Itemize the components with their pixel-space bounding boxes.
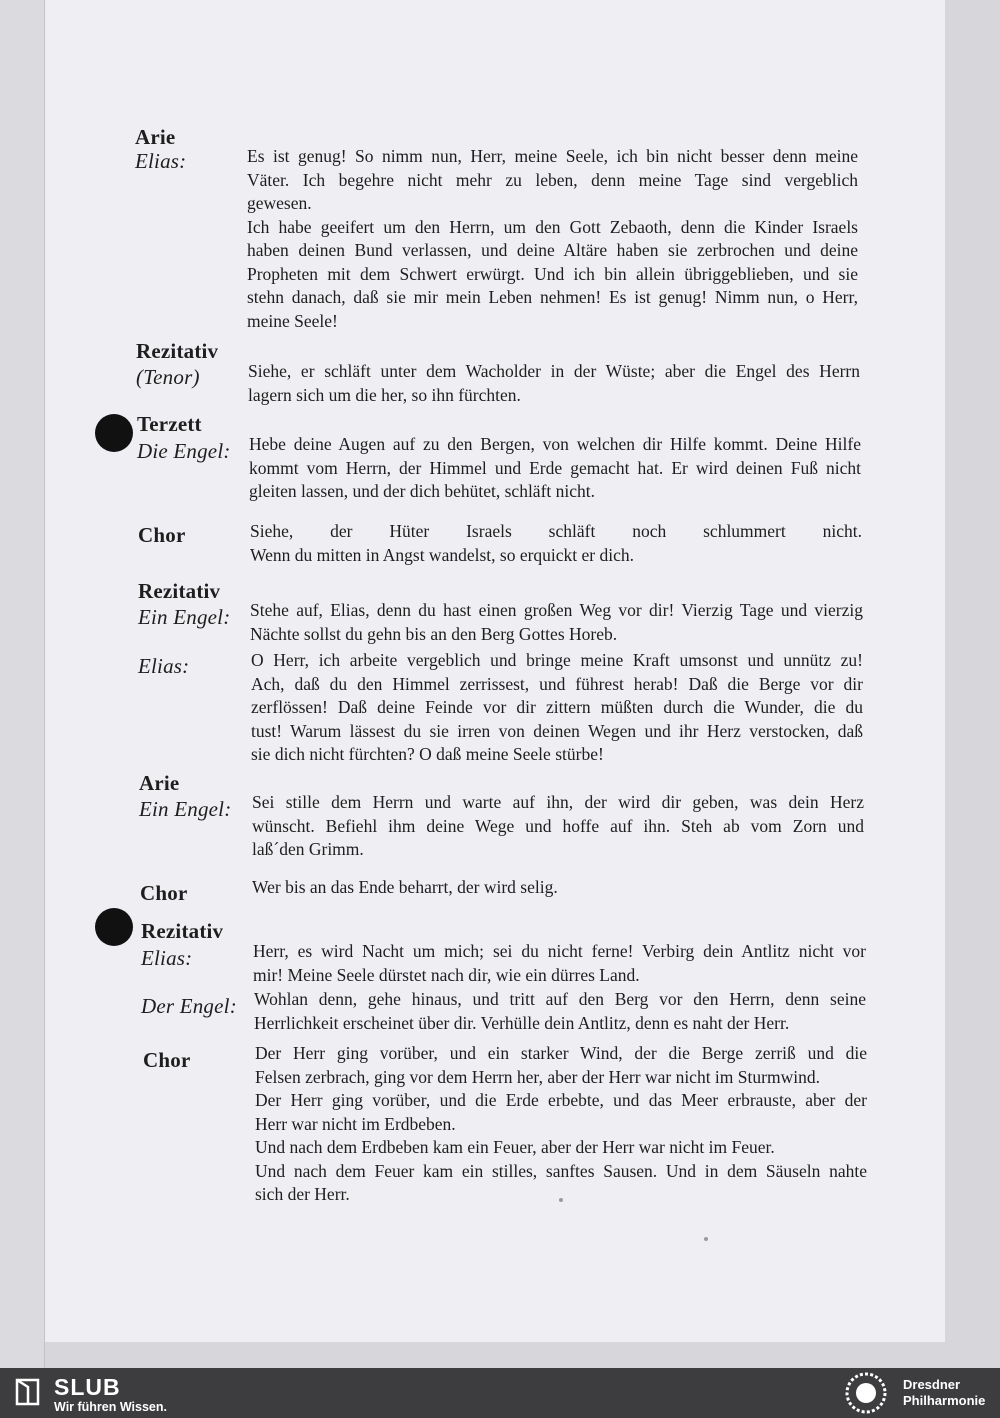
section-text [254,988,866,1035]
speaker-label: Der Engel: [141,994,237,1018]
text-line: tust! Warum lässest du sie irren von deinen Wegen und ihr Herz verstocken, daß [251,720,863,741]
section-text [251,649,863,767]
text-line: gewesen. [247,193,312,213]
text-line: lagern sich um die her, so ihn fürchten. [248,384,521,405]
text-line: wünscht. Befiehl ihm deine Wege und hoffe auf ihn. Steh ab vom Zorn und [252,815,864,836]
left-page-margin [0,0,45,1368]
text-line: Väter. Ich begehre nicht mehr zu leben, denn meine Tage sind vergeblich [247,169,858,190]
section-heading: Rezitativ [136,339,219,363]
speaker-label: (Tenor) [136,365,200,389]
text-line: Siehe, er schläft unter dem Wacholder in der Wüste; aber die Engel des Herrn [248,361,860,381]
section-heading: Chor [143,1048,191,1072]
section-heading: Chor [140,881,188,905]
section-heading: Rezitativ [138,579,221,603]
text-line: Herr war nicht im Erdbeben. [255,1113,456,1134]
text-line: mir! Meine Seele dürstet nach dir, wie ein dürres Land. [253,964,640,985]
text-line: sie dich nicht fürchten? O daß meine Seele stürbe! [251,744,604,764]
philharmonie-logo-icon [842,1371,890,1415]
text-line: meine Seele! [247,310,338,331]
page-edge-background [945,0,1000,1342]
section-heading: Terzett [137,412,202,436]
speaker-label: Ein Engel: [138,605,231,629]
section-text [247,145,858,333]
section-heading: Arie [139,771,180,795]
slub-logo-icon [14,1378,42,1406]
text-line: Sei stille dem Herrn und warte auf ihn, der wird dir geben, was dein Herz [252,792,864,812]
speaker-label: Die Engel: [137,439,231,463]
speaker-label: Elias: [138,654,190,678]
section-text [248,360,860,407]
page-bottom-background [45,1342,1000,1368]
text-line: gleiten lassen, und der dich behütet, schläft nicht. [249,481,596,501]
viewer-footer [0,1368,1000,1418]
speaker-label: Elias: [135,149,187,173]
section-marker-dot [95,908,133,946]
text-line: Nächte sollst du gehn bis an den Berg Gottes Horeb. [250,623,618,644]
speaker-label: Elias: [141,946,193,970]
text-line: Stehe auf, Elias, denn du hast einen großen Weg vor dir! Vierzig Tage und vierzig [250,600,863,620]
text-line: Propheten mit dem Schwert erwürgt. Und ich bin allein übriggeblieben, und sie [247,263,858,284]
philharmonie-name-line1[interactable]: Dresdner [903,1377,961,1392]
text-line: Ich habe geeifert um den Herrn, um den Gott Zebaoth, denn die Kinder Israels [247,216,858,237]
text-line: Der Herr ging vorüber, und die Erde erbebte, und das Meer erbrauste, aber der [255,1090,867,1110]
text-line: kommt vom Herrn, der Himmel und Erde gemacht hat. Er wird deinen Fuß nicht [249,457,861,478]
text-line: Wohlan denn, gehe hinaus, und tritt auf den Berg vor den Herrn, denn seine [254,989,866,1009]
section-marker-dot [95,414,133,452]
text-line: Hebe deine Augen auf zu den Bergen, von welchen dir Hilfe kommt. Deine Hilfe [249,434,861,454]
speaker-label: Ein Engel: [139,797,232,821]
section-text [253,940,866,987]
text-line: Und nach dem Feuer kam ein stilles, sanftes Sausen. Und in dem Säuseln nahte [255,1160,867,1181]
slub-name[interactable]: SLUB [54,1374,121,1400]
text-line: Siehe, der Hüter Israels schläft noch schlummert nicht. [250,521,862,541]
paper-speck [704,1237,708,1241]
text-line: Und nach dem Erdbeben kam ein Feuer, aber der Herr war nicht im Feuer. [255,1137,775,1157]
section-text [252,876,864,900]
text-line: Wer bis an das Ende beharrt, der wird selig. [252,877,558,897]
text-line: Herrlichkeit erscheinet über dir. Verhülle dein Antlitz, denn es naht der Herr. [254,1012,790,1033]
section-text [252,791,864,862]
text-line: Es ist genug! So nimm nun, Herr, meine Seele, ich bin nicht besser denn meine [247,146,858,166]
section-heading: Arie [135,125,176,149]
text-line: Ach, daß du den Himmel zerrissest, und führest herab! Daß die Berge vor dir [251,673,863,694]
philharmonie-name-line2[interactable]: Philharmonie [903,1393,986,1408]
section-text [249,433,861,504]
text-line: haben deinen Bund verlassen, und deine Altäre haben sie zerbrochen und deine [247,240,858,260]
text-line: Felsen zerbrach, ging vor dem Herrn her, aber der Herr war nicht im Sturmwind. [255,1066,820,1087]
section-heading: Rezitativ [141,919,224,943]
section-text [250,599,863,646]
text-line: Herr, es wird Nacht um mich; sei du nicht ferne! Verbirg dein Antlitz nicht vor [253,941,866,961]
text-line: laß´den Grimm. [252,839,364,859]
text-line: Der Herr ging vorüber, und ein starker Wind, der die Berge zerriß und die [255,1043,867,1063]
text-line: zerflössen! Daß deine Feinde vor dir zittern müßten durch die Wunder, die du [251,697,863,717]
text-line: sich der Herr. [255,1184,350,1204]
section-heading: Chor [138,523,186,547]
section-text [250,520,862,567]
text-line: Wenn du mitten in Angst wandelst, so erquickt er dich. [250,544,635,565]
text-line: stehn danach, daß sie mir mein Leben nehmen! Es ist genug! Nimm nun, o Herr, [247,287,858,307]
paper-speck [559,1198,563,1202]
section-text [255,1042,867,1207]
slub-tagline: Wir führen Wissen. [54,1400,167,1414]
text-line: O Herr, ich arbeite vergeblich und bringe meine Kraft umsonst und unnütz zu! [251,650,863,670]
